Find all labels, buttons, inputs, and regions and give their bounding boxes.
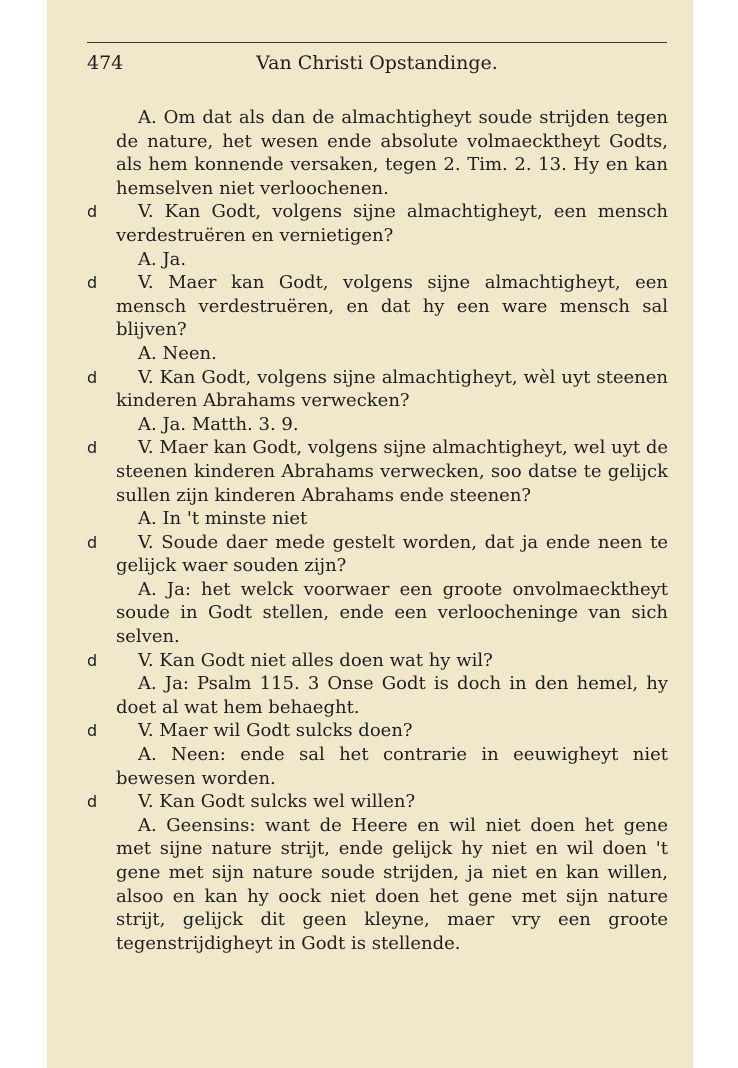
paragraph	[116, 578, 668, 649]
paragraph-text: V. Kan Godt, volgens sijne almachtigheyt, wèl uyt steenen kinderen Abrahams verwecken?	[116, 366, 668, 412]
paragraph-text: V. Maer kan Godt, volgens sijne almachtigheyt, een mensch verdestruëren, en dat hy een ware mensch sal blijven?	[116, 272, 668, 341]
paragraph-text: A. Geensins: want de Heere en wil niet doen het gene met sijne nature strijt, ende gelijck hy niet en wil doen 't gene met sijn nature soude strijden, ja niet en kan willen, alsoo en kan hy oock niet doen het gene met sijn nature strijt, gelijck dit geen kleyne, maer vry een groote tegenstrijdigheyt in Godt is stellende.	[116, 814, 668, 954]
paragraph-text: V. Maer wil Godt sulcks doen?	[138, 720, 413, 742]
margin-mark: d	[87, 650, 98, 670]
header-rule	[87, 42, 667, 43]
margin-mark: d	[87, 532, 98, 552]
paragraph-text: A. In 't minste niet	[138, 508, 308, 530]
paragraph	[116, 672, 668, 719]
margin-mark: d	[87, 438, 98, 458]
paragraph-text: V. Soude daer mede gestelt worden, dat ja ende neen te gelijck waer souden zijn?	[116, 531, 668, 577]
paragraph	[87, 649, 668, 673]
margin-mark: d	[87, 721, 98, 741]
margin-mark: d	[87, 792, 98, 812]
running-header	[87, 52, 667, 82]
paragraph-text: V. Maer kan Godt, volgens sijne almachtigheyt, wel uyt de steenen kinderen Abrahams verwecken, soo datse te gelijck sullen zijn kinderen Abrahams ende steenen?	[116, 437, 668, 506]
paragraph	[116, 342, 668, 366]
paragraph-text: A. Om dat als dan de almachtigheyt soude strijden tegen de nature, het wesen ende absolute volmaecktheyt Godts, als hem konnende versaken, tegen 2. Tim. 2. 13. Hy en kan hemselven niet verloochenen.	[116, 107, 668, 199]
page-number: 474	[87, 52, 124, 74]
paragraph	[116, 106, 668, 200]
paragraph	[87, 366, 668, 413]
paragraph	[116, 507, 668, 531]
paragraph-text: V. Kan Godt niet alles doen wat hy wil?	[138, 649, 493, 671]
margin-mark: d	[87, 202, 98, 222]
paragraph	[116, 413, 668, 437]
paragraph-text: A. Neen: ende sal het contrarie in eeuwigheyt niet bewesen worden.	[116, 744, 668, 789]
running-title: Van Christi Opstandinge.	[256, 52, 498, 74]
paragraph	[87, 200, 668, 247]
paragraph	[116, 743, 668, 790]
paragraph	[87, 271, 668, 342]
page-body	[87, 106, 668, 955]
paragraph	[87, 436, 668, 507]
paragraph	[116, 814, 668, 956]
paragraph-text: A. Ja. Matth. 3. 9.	[138, 413, 299, 435]
paragraph	[116, 248, 668, 272]
paragraph-text: A. Neen.	[138, 342, 217, 364]
margin-mark: d	[87, 273, 98, 293]
margin-mark: d	[87, 367, 98, 387]
paragraph-text: A. Ja.	[138, 248, 187, 270]
paragraph-text: A. Ja: Psalm 115. 3 Onse Godt is doch in den hemel, hy doet al wat hem behaeght.	[116, 673, 668, 718]
paragraph-text: V. Kan Godt sulcks wel willen?	[138, 791, 416, 813]
paragraph	[87, 790, 668, 814]
paragraph	[87, 719, 668, 743]
paragraph-text: A. Ja: het welck voorwaer een groote onvolmaecktheyt soude in Godt stellen, ende een verloocheninge van sich selven.	[116, 578, 668, 648]
paragraph	[87, 531, 668, 578]
paragraph-text: V. Kan Godt, volgens sijne almachtigheyt, een mensch verdestruëren en vernietigen?	[116, 201, 668, 246]
